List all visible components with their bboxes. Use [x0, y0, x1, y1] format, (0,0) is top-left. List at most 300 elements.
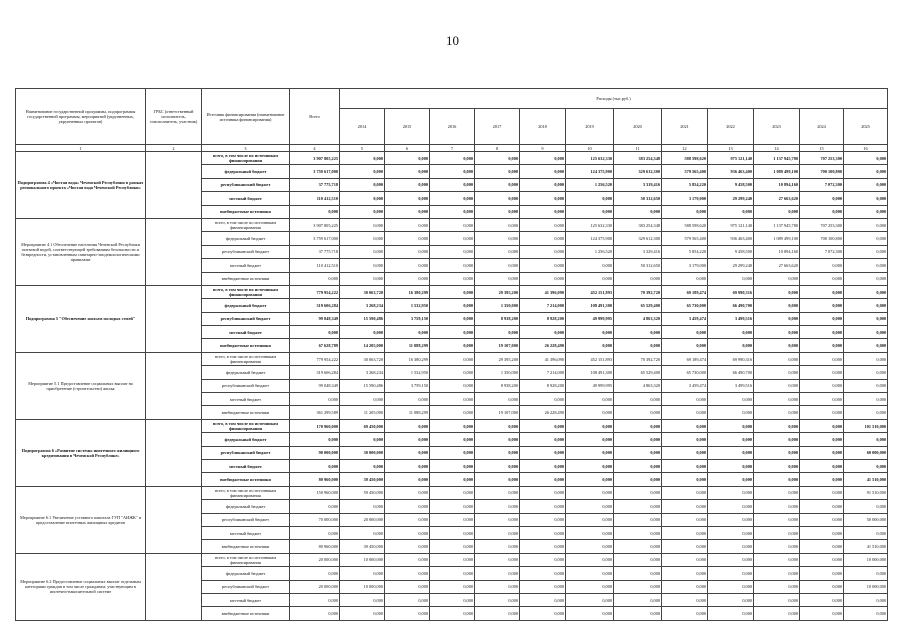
- amount-cell: 0,000: [844, 245, 888, 258]
- amount-cell: 101 510,000: [844, 419, 888, 432]
- amount-cell: 0,000: [662, 540, 708, 553]
- amount-cell: 0,000: [430, 165, 475, 178]
- amount-cell: 70 392,720: [614, 352, 662, 365]
- amount-cell: 0,000: [662, 486, 708, 499]
- amount-cell: 0,000: [290, 205, 340, 218]
- amount-cell: 0,000: [475, 513, 520, 526]
- amount-cell: 0,000: [385, 580, 430, 593]
- amount-cell: 0,000: [385, 433, 430, 446]
- funding-source: всего, в том числе по источникам финансирования: [202, 218, 290, 231]
- funding-source: всего, в том числе по источникам финансирования: [202, 419, 290, 432]
- amount-cell: 383 254,348: [614, 218, 662, 231]
- amount-cell: 108 491,300: [566, 299, 614, 312]
- amount-cell: 0,000: [844, 393, 888, 406]
- amount-cell: 0,000: [430, 473, 475, 486]
- amount-cell: 3 319,416: [614, 178, 662, 191]
- amount-cell: 0,000: [708, 433, 754, 446]
- amount-cell: 0,000: [566, 205, 614, 218]
- header-year: 2015: [385, 109, 430, 145]
- amount-cell: 0,000: [844, 205, 888, 218]
- amount-cell: 0,000: [430, 352, 475, 365]
- header-year: 2024: [800, 109, 844, 145]
- amount-cell: 0,000: [430, 446, 475, 459]
- amount-cell: 3 907 805,225: [290, 218, 340, 231]
- amount-cell: 50 312,650: [614, 259, 662, 272]
- amount-cell: 0,000: [800, 419, 844, 432]
- amount-cell: 0,000: [614, 540, 662, 553]
- amount-cell: 110 412,510: [290, 259, 340, 272]
- amount-cell: 0,000: [754, 473, 800, 486]
- amount-cell: 0,000: [662, 339, 708, 352]
- amount-cell: 0,000: [800, 446, 844, 459]
- amount-cell: 0,000: [800, 285, 844, 298]
- column-number: 2: [146, 145, 202, 152]
- program-name: Мероприятие 5.1 Предоставление социальных выплат на приобретение (строительство) жилья: [16, 352, 146, 419]
- amount-cell: 0,000: [475, 473, 520, 486]
- amount-cell: 0,000: [844, 379, 888, 392]
- amount-cell: 0,000: [520, 513, 566, 526]
- amount-cell: 0,000: [800, 526, 844, 539]
- header-grbs: ГРБС (ответственный исполнитель, соисполнитель, участник): [146, 89, 202, 145]
- funding-source: внебюджетные источники: [202, 272, 290, 285]
- amount-cell: 10 000,000: [340, 553, 385, 566]
- header-source: Источник финансирования (наименование источника финансирования): [202, 89, 290, 145]
- amount-cell: 3 459,474: [662, 379, 708, 392]
- amount-cell: 67 628,789: [290, 339, 340, 352]
- funding-source: внебюджетные источники: [202, 205, 290, 218]
- amount-cell: 0,000: [800, 459, 844, 472]
- amount-cell: 0,000: [614, 459, 662, 472]
- amount-cell: 0,000: [430, 526, 475, 539]
- amount-cell: 9 458,500: [708, 245, 754, 258]
- amount-cell: 0,000: [754, 580, 800, 593]
- amount-cell: 0,000: [662, 433, 708, 446]
- amount-cell: 0,000: [754, 366, 800, 379]
- amount-cell: 0,000: [475, 272, 520, 285]
- amount-cell: 11 088,299: [385, 339, 430, 352]
- column-number: 3: [202, 145, 290, 152]
- amount-cell: 0,000: [385, 513, 430, 526]
- amount-cell: 0,000: [708, 526, 754, 539]
- amount-cell: 0,000: [520, 205, 566, 218]
- amount-cell: 3 268,234: [340, 366, 385, 379]
- amount-cell: 936 463,400: [708, 232, 754, 245]
- amount-cell: 15 590,486: [340, 312, 385, 325]
- amount-cell: 19 107,000: [475, 339, 520, 352]
- amount-cell: 361 299,589: [290, 406, 340, 419]
- amount-cell: 0,000: [385, 553, 430, 566]
- amount-cell: 41 396,090: [520, 352, 566, 365]
- amount-cell: 0,000: [614, 272, 662, 285]
- grbs-cell: [146, 285, 202, 352]
- amount-cell: 0,000: [290, 607, 340, 620]
- amount-cell: 0,000: [566, 272, 614, 285]
- amount-cell: 0,000: [614, 580, 662, 593]
- amount-cell: 0,000: [614, 553, 662, 566]
- amount-cell: 0,000: [844, 178, 888, 191]
- amount-cell: 0,000: [708, 553, 754, 566]
- amount-cell: 69 189,474: [662, 285, 708, 298]
- amount-cell: 1 532,950: [385, 366, 430, 379]
- amount-cell: 0,000: [385, 259, 430, 272]
- amount-cell: 0,000: [754, 486, 800, 499]
- amount-cell: 0,000: [520, 192, 566, 205]
- amount-cell: 0,000: [614, 486, 662, 499]
- grbs-cell: [146, 419, 202, 486]
- funding-source: федеральный бюджет: [202, 500, 290, 513]
- amount-cell: 0,000: [340, 259, 385, 272]
- amount-cell: 0,000: [520, 540, 566, 553]
- amount-cell: 0,000: [385, 419, 430, 432]
- amount-cell: 70 000,000: [290, 513, 340, 526]
- amount-cell: 975 121,140: [708, 218, 754, 231]
- amount-cell: 0,000: [430, 433, 475, 446]
- amount-cell: 0,000: [708, 513, 754, 526]
- amount-cell: 0,000: [566, 500, 614, 513]
- amount-cell: 0,000: [566, 593, 614, 606]
- amount-cell: 80 960,000: [290, 473, 340, 486]
- amount-cell: 0,000: [754, 419, 800, 432]
- amount-cell: 1 532,950: [385, 299, 430, 312]
- amount-cell: 0,000: [614, 473, 662, 486]
- amount-cell: 0,000: [475, 580, 520, 593]
- amount-cell: 0,000: [662, 526, 708, 539]
- amount-cell: 0,000: [385, 393, 430, 406]
- amount-cell: 452 151,893: [566, 352, 614, 365]
- table-row: [16, 285, 888, 298]
- amount-cell: 0,000: [520, 393, 566, 406]
- funding-source: федеральный бюджет: [202, 299, 290, 312]
- amount-cell: 10 000,000: [844, 553, 888, 566]
- funding-source: внебюджетные источники: [202, 406, 290, 419]
- amount-cell: 0,000: [662, 205, 708, 218]
- amount-cell: 0,000: [475, 486, 520, 499]
- amount-cell: 0,000: [614, 393, 662, 406]
- column-number: 6: [385, 145, 430, 152]
- amount-cell: 0,000: [520, 326, 566, 339]
- amount-cell: 0,000: [754, 312, 800, 325]
- funding-source: республиканский бюджет: [202, 379, 290, 392]
- amount-cell: 3 329,416: [614, 245, 662, 258]
- amount-cell: 0,000: [708, 473, 754, 486]
- amount-cell: 0,000: [430, 607, 475, 620]
- amount-cell: 1 350,000: [475, 299, 520, 312]
- amount-cell: 69 450,000: [340, 419, 385, 432]
- amount-cell: 10 000,000: [844, 580, 888, 593]
- amount-cell: 0,000: [385, 526, 430, 539]
- amount-cell: 0,000: [800, 513, 844, 526]
- amount-cell: 0,000: [430, 419, 475, 432]
- amount-cell: 0,000: [430, 567, 475, 580]
- header-program: Наименование государственной программы, подпрограммы государственной программы, мероприятий (укрупненных, укрупненных проектов): [16, 89, 146, 145]
- amount-cell: 0,000: [844, 285, 888, 298]
- amount-cell: 0,000: [430, 580, 475, 593]
- amount-cell: 30 063,720: [340, 352, 385, 365]
- amount-cell: 0,000: [614, 567, 662, 580]
- amount-cell: 0,000: [475, 419, 520, 432]
- header-expenses: Расходы (тыс.руб.): [340, 89, 888, 109]
- amount-cell: 0,000: [290, 459, 340, 472]
- amount-cell: 0,000: [754, 593, 800, 606]
- amount-cell: 0,000: [385, 540, 430, 553]
- amount-cell: 69 189,474: [662, 352, 708, 365]
- amount-cell: 0,000: [662, 567, 708, 580]
- amount-cell: 0,000: [566, 339, 614, 352]
- amount-cell: 0,000: [566, 526, 614, 539]
- funding-source: федеральный бюджет: [202, 366, 290, 379]
- amount-cell: 0,000: [385, 165, 430, 178]
- amount-cell: 0,000: [430, 500, 475, 513]
- amount-cell: 14 205,000: [340, 339, 385, 352]
- amount-cell: 0,000: [430, 285, 475, 298]
- program-name: Мероприятие 4.1 Обеспечение населения Чеченской Республики питьевой водой, соответствующей требованиям безопасности и безвредности, установленным санитарно-эпидемиологическими правилами: [16, 218, 146, 285]
- amount-cell: 0,000: [614, 500, 662, 513]
- amount-cell: 0,000: [340, 567, 385, 580]
- amount-cell: 0,000: [708, 419, 754, 432]
- amount-cell: 0,000: [566, 419, 614, 432]
- header-year: 2020: [614, 109, 662, 145]
- amount-cell: 0,000: [800, 272, 844, 285]
- amount-cell: 0,000: [662, 459, 708, 472]
- amount-cell: 0,000: [340, 205, 385, 218]
- amount-cell: 0,000: [430, 299, 475, 312]
- amount-cell: 124 375,900: [566, 232, 614, 245]
- amount-cell: 319 606,284: [290, 299, 340, 312]
- amount-cell: 0,000: [475, 152, 520, 165]
- amount-cell: 29 395,200: [475, 352, 520, 365]
- amount-cell: 0,000: [430, 178, 475, 191]
- amount-cell: 8 928,200: [520, 379, 566, 392]
- column-number: 12: [662, 145, 708, 152]
- amount-cell: 20 000,000: [340, 513, 385, 526]
- amount-cell: 0,000: [385, 245, 430, 258]
- amount-cell: 1 137 945,780: [754, 152, 800, 165]
- amount-cell: 0,000: [662, 580, 708, 593]
- amount-cell: 0,000: [340, 593, 385, 606]
- amount-cell: 1 350,000: [475, 366, 520, 379]
- amount-cell: 0,000: [430, 272, 475, 285]
- amount-cell: 0,000: [844, 312, 888, 325]
- column-number: 11: [614, 145, 662, 152]
- amount-cell: 0,000: [475, 607, 520, 620]
- amount-cell: 0,000: [754, 393, 800, 406]
- amount-cell: 0,000: [844, 299, 888, 312]
- amount-cell: 0,000: [340, 433, 385, 446]
- amount-cell: 3 759 617,000: [290, 232, 340, 245]
- amount-cell: 0,000: [385, 473, 430, 486]
- amount-cell: 0,000: [662, 553, 708, 566]
- amount-cell: 7 072,300: [800, 178, 844, 191]
- amount-cell: 0,000: [754, 379, 800, 392]
- amount-cell: 0,000: [708, 593, 754, 606]
- grbs-cell: [146, 152, 202, 219]
- table-row: [16, 486, 888, 499]
- amount-cell: 0,000: [475, 218, 520, 231]
- amount-cell: 30 063,720: [340, 285, 385, 298]
- funding-source: местный бюджет: [202, 393, 290, 406]
- amount-cell: 0,000: [566, 607, 614, 620]
- amount-cell: 5 854,220: [662, 245, 708, 258]
- amount-cell: 66 490,700: [708, 366, 754, 379]
- amount-cell: 0,000: [430, 152, 475, 165]
- amount-cell: 0,000: [430, 259, 475, 272]
- amount-cell: 0,000: [708, 205, 754, 218]
- amount-cell: 0,000: [800, 299, 844, 312]
- amount-cell: 0,000: [290, 500, 340, 513]
- amount-cell: 0,000: [708, 540, 754, 553]
- amount-cell: 0,000: [430, 593, 475, 606]
- amount-cell: 91 510,000: [844, 486, 888, 499]
- amount-cell: 0,000: [520, 419, 566, 432]
- amount-cell: 0,000: [385, 178, 430, 191]
- amount-cell: 0,000: [520, 607, 566, 620]
- amount-cell: 7 214,000: [520, 299, 566, 312]
- amount-cell: 50 312,650: [614, 192, 662, 205]
- amount-cell: 579 565,400: [662, 165, 708, 178]
- amount-cell: 0,000: [844, 165, 888, 178]
- amount-cell: 0,000: [662, 419, 708, 432]
- amount-cell: 700 100,800: [800, 232, 844, 245]
- amount-cell: 0,000: [844, 366, 888, 379]
- amount-cell: 0,000: [475, 553, 520, 566]
- amount-cell: 0,000: [430, 205, 475, 218]
- amount-cell: 0,000: [708, 339, 754, 352]
- grbs-cell: [146, 352, 202, 419]
- amount-cell: 15 590,486: [340, 379, 385, 392]
- amount-cell: 0,000: [566, 259, 614, 272]
- amount-cell: 0,000: [708, 567, 754, 580]
- amount-cell: 0,000: [475, 232, 520, 245]
- program-name: Подпрограмма 5 "Обеспечение жильем молодых семей": [16, 285, 146, 352]
- amount-cell: 0,000: [475, 192, 520, 205]
- amount-cell: 0,000: [385, 152, 430, 165]
- funding-source: внебюджетные источники: [202, 339, 290, 352]
- funding-source: местный бюджет: [202, 192, 290, 205]
- amount-cell: 1 137 945,780: [754, 218, 800, 231]
- amount-cell: 0,000: [754, 352, 800, 365]
- amount-cell: 3 459,474: [662, 312, 708, 325]
- amount-cell: 0,000: [662, 500, 708, 513]
- amount-cell: 0,000: [844, 459, 888, 472]
- amount-cell: 0,000: [844, 192, 888, 205]
- amount-cell: 0,000: [430, 540, 475, 553]
- amount-cell: 0,000: [566, 486, 614, 499]
- amount-cell: 10 894,160: [754, 245, 800, 258]
- amount-cell: 0,000: [844, 593, 888, 606]
- amount-cell: 0,000: [566, 326, 614, 339]
- amount-cell: 0,000: [844, 433, 888, 446]
- amount-cell: 0,000: [430, 245, 475, 258]
- amount-cell: 0,000: [662, 473, 708, 486]
- amount-cell: 0,000: [566, 567, 614, 580]
- amount-cell: 0,000: [430, 366, 475, 379]
- amount-cell: 125 632,330: [566, 152, 614, 165]
- amount-cell: 0,000: [385, 459, 430, 472]
- table-row: [16, 352, 888, 365]
- amount-cell: 16 380,299: [385, 352, 430, 365]
- header-year: 2017: [475, 109, 520, 145]
- program-name: Подпрограмма 6 «Развитие системы ипотечного жилищного кредитования в Чеченской Республике»: [16, 419, 146, 486]
- amount-cell: 0,000: [340, 607, 385, 620]
- table-row: [16, 419, 888, 432]
- amount-cell: 1 089 499,100: [754, 232, 800, 245]
- amount-cell: 579 565,400: [662, 232, 708, 245]
- amount-cell: 0,000: [662, 326, 708, 339]
- amount-cell: 0,000: [340, 393, 385, 406]
- funding-source: республиканский бюджет: [202, 312, 290, 325]
- amount-cell: 0,000: [800, 406, 844, 419]
- amount-cell: 0,000: [385, 272, 430, 285]
- amount-cell: 4 863,320: [614, 379, 662, 392]
- amount-cell: 0,000: [708, 446, 754, 459]
- amount-cell: 0,000: [566, 446, 614, 459]
- amount-cell: 39 450,000: [340, 473, 385, 486]
- amount-cell: 0,000: [800, 553, 844, 566]
- amount-cell: 0,000: [290, 393, 340, 406]
- amount-cell: 0,000: [614, 433, 662, 446]
- amount-cell: 0,000: [754, 459, 800, 472]
- amount-cell: 0,000: [340, 152, 385, 165]
- column-number: 16: [844, 145, 888, 152]
- amount-cell: 41 510,000: [844, 540, 888, 553]
- amount-cell: 0,000: [340, 192, 385, 205]
- column-number: 14: [754, 145, 800, 152]
- funding-source: республиканский бюджет: [202, 178, 290, 191]
- amount-cell: 0,000: [290, 433, 340, 446]
- amount-cell: 0,000: [708, 607, 754, 620]
- amount-cell: 26 228,490: [520, 339, 566, 352]
- amount-cell: 779 954,222: [290, 285, 340, 298]
- amount-cell: 0,000: [614, 326, 662, 339]
- amount-cell: 50 000,000: [844, 513, 888, 526]
- amount-cell: 0,000: [800, 500, 844, 513]
- funding-source: местный бюджет: [202, 526, 290, 539]
- amount-cell: 0,000: [662, 272, 708, 285]
- amount-cell: 0,000: [844, 232, 888, 245]
- amount-cell: 0,000: [754, 433, 800, 446]
- amount-cell: 0,000: [566, 192, 614, 205]
- amount-cell: 0,000: [340, 165, 385, 178]
- program-name: Мероприятие 6.2 Предоставление социальных выплат отдельным категориям граждан в том числе гражданам, участвующим в ипотечно-накопительной системе: [16, 553, 146, 620]
- amount-cell: 0,000: [754, 553, 800, 566]
- amount-cell: 0,000: [844, 152, 888, 165]
- amount-cell: 0,000: [800, 339, 844, 352]
- amount-cell: 0,000: [430, 486, 475, 499]
- amount-cell: 0,000: [290, 526, 340, 539]
- amount-cell: 0,000: [800, 580, 844, 593]
- amount-cell: 0,000: [754, 540, 800, 553]
- amount-cell: 0,000: [430, 339, 475, 352]
- amount-cell: 0,000: [754, 446, 800, 459]
- header-year: 2018: [520, 109, 566, 145]
- amount-cell: 0,000: [800, 486, 844, 499]
- amount-cell: 60 000,000: [844, 446, 888, 459]
- amount-cell: 0,000: [290, 567, 340, 580]
- amount-cell: 0,000: [430, 553, 475, 566]
- amount-cell: 108 491,300: [566, 366, 614, 379]
- amount-cell: 29 299,240: [708, 192, 754, 205]
- grbs-cell: [146, 553, 202, 620]
- amount-cell: 0,000: [800, 192, 844, 205]
- amount-cell: 707 253,300: [800, 152, 844, 165]
- amount-cell: 0,000: [475, 326, 520, 339]
- amount-cell: 20 000,000: [290, 553, 340, 566]
- amount-cell: 0,000: [800, 393, 844, 406]
- funding-source: всего, в том числе по источникам финансирования: [202, 352, 290, 365]
- funding-source: республиканский бюджет: [202, 446, 290, 459]
- amount-cell: 0,000: [800, 326, 844, 339]
- funding-source: местный бюджет: [202, 326, 290, 339]
